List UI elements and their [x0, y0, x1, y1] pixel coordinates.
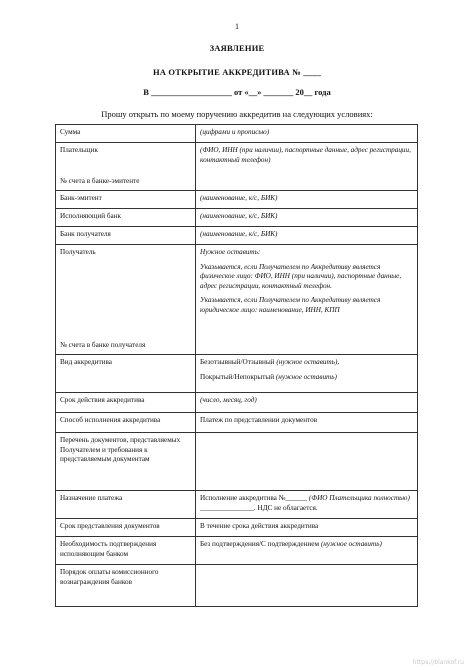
recipient-instruction: Нужное оставить:: [200, 248, 261, 256]
field-fees[interactable]: [196, 565, 418, 607]
label-amount: Сумма: [56, 125, 196, 143]
label-documents: Перечень документов, представляемых Получателем и требования к представляемым документам: [56, 433, 196, 491]
row-doc-term: [56, 519, 418, 537]
label-payer-account: № счета в банке-эмитенте: [60, 176, 140, 185]
type-option-revocability-note: (нужное оставить),: [276, 358, 340, 366]
row-type: [56, 355, 418, 393]
label-recipient-account: № счета в банке получателя: [60, 340, 146, 349]
row-issuing-bank: [56, 191, 418, 209]
field-amount[interactable]: (цифрами и прописью): [196, 125, 418, 143]
purpose-payer-name-hint: (ФИО Плательщика полностью): [308, 494, 410, 502]
type-option-coverage-note: (нужное оставить): [275, 372, 337, 381]
label-recipient-bank: Банк получателя: [56, 227, 196, 245]
application-form-table: [55, 124, 418, 607]
page-number: 1: [235, 22, 239, 31]
row-payer: [56, 143, 418, 191]
label-method: Способ исполнения аккредитива: [56, 413, 196, 433]
field-confirmation[interactable]: [196, 537, 418, 565]
recipient-individual-note: Указывается, если Получателем по Аккредитиву является физическое лицо: ФИО, ИНН (при наличии), паспортные данные, адрес регистрации, контактный телефон.: [200, 262, 402, 290]
field-type[interactable]: [196, 355, 418, 393]
row-purpose: [56, 491, 418, 519]
field-payer[interactable]: (ФИО, ИНН (при наличии), паспортные данные, адрес регистрации, контактный телефон): [196, 143, 418, 191]
row-recipient-bank: [56, 227, 418, 245]
confirmation-note: (нужное оставить): [320, 540, 382, 548]
field-term[interactable]: (число, месяц, год): [196, 393, 418, 413]
type-option-revocability: Безотзывный/Отзывный: [200, 358, 275, 366]
recipient-legal-entity-note: Указывается, если Получателем по Аккредитиву является юридическое лицо: наименование, ИНН, КПП: [200, 296, 381, 314]
label-recipient-cell: [56, 245, 196, 355]
label-confirmation: Необходимость подтверждения исполняющим банком: [56, 537, 196, 565]
row-recipient: [56, 245, 418, 355]
field-recipient-bank[interactable]: (наименование, к/с, БИК): [196, 227, 418, 245]
label-doc-term: Срок представления документов: [56, 519, 196, 537]
label-fees: Порядок оплаты комиссионного вознаграждения банков: [56, 565, 196, 607]
purpose-credit-number: Исполнение аккредитива №______: [200, 494, 308, 502]
field-issuing-bank[interactable]: (наименование, к/с, БИК): [196, 191, 418, 209]
label-purpose: Назначение платежа: [56, 491, 196, 519]
purpose-vat-note: _______________. НДС не облагается.: [200, 503, 318, 512]
row-amount: [56, 125, 418, 143]
label-payer-cell: [56, 143, 196, 191]
field-recipient[interactable]: [196, 245, 418, 355]
field-doc-term[interactable]: В течение срока действия аккредитива: [196, 519, 418, 537]
row-method: [56, 413, 418, 433]
field-documents[interactable]: [196, 433, 418, 491]
field-purpose[interactable]: [196, 491, 418, 519]
label-executing-bank: Исполняющий банк: [56, 209, 196, 227]
document-subtitle: НА ОТКРЫТИЕ АККРЕДИТИВА № ____: [152, 67, 322, 77]
label-type: Вид аккредитива: [56, 355, 196, 393]
label-recipient: Получатель: [60, 248, 96, 256]
type-option-coverage: Покрытый/Непокрытый: [200, 372, 275, 381]
intro-text: Прошу открыть по моему поручению аккредитив на следующих условиях:: [101, 109, 373, 119]
field-method[interactable]: Платеж по представлении документов: [196, 413, 418, 433]
row-documents: [56, 433, 418, 491]
bank-date-line: В ___________________ от «__» _______ 20__ года: [143, 87, 331, 97]
field-executing-bank[interactable]: (наименование, к/с, БИК): [196, 209, 418, 227]
label-payer: Плательщик: [60, 146, 98, 154]
row-fees: [56, 565, 418, 607]
confirmation-options: Без подтверждения/С подтверждением: [200, 540, 320, 548]
document-title: ЗАЯВЛЕНИЕ: [209, 43, 265, 53]
row-executing-bank: [56, 209, 418, 227]
row-term: [56, 393, 418, 413]
label-term: Срок действия аккредитива: [56, 393, 196, 413]
row-confirmation: [56, 537, 418, 565]
label-issuing-bank: Банк-эмитент: [56, 191, 196, 209]
watermark: https://blankof.ru: [412, 659, 464, 666]
